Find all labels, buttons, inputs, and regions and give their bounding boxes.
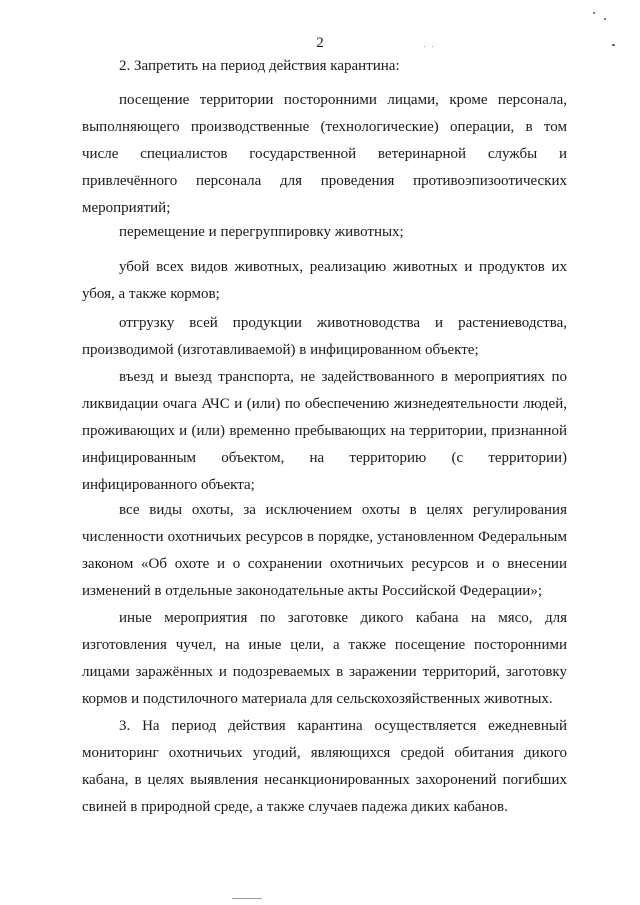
text-line: все виды охоты, за исключением охоты в целях регулирования [119, 502, 567, 518]
text-line: привлечённого персонала для проведения противоэпизоотических [82, 173, 567, 189]
scan-speck [232, 898, 262, 899]
paragraph-slaughter [82, 254, 567, 308]
text-line: отгрузку всей продукции животноводства и растениеводства, [119, 315, 567, 331]
text-line: изменений в отдельные законодательные акты Российской Федерации»; [82, 583, 542, 599]
text-line: численности охотничьих ресурсов в порядке, установленном Федеральным [82, 529, 567, 545]
text-line: инфицированного объекта; [82, 477, 255, 493]
scan-speck [593, 12, 595, 14]
paragraph-item-2-heading [82, 58, 567, 75]
text-line: ликвидации очага АЧС и (или) по обеспечению жизнедеятельности людей, [82, 396, 567, 412]
text-line: инфицированным объектом, на территорию (с территории) [82, 450, 567, 466]
text-line: законом «Об охоте и о сохранении охотничьих ресурсов и о внесении [82, 556, 567, 572]
paragraph-hunting [82, 497, 567, 605]
text-line: убой всех видов животных, реализацию животных и продуктов их [119, 259, 567, 275]
paragraph-shipment [82, 310, 567, 364]
text-line: производимой (изготавливаемой) в инфицированном объекте; [82, 342, 479, 358]
text-line: перемещение и перегруппировку животных; [119, 224, 404, 240]
text-line: убоя, а также кормов; [82, 286, 220, 302]
paragraph-boar-harvest [82, 605, 567, 713]
scan-speck [612, 44, 615, 46]
text-line: 2. Запретить на период действия карантина: [119, 58, 400, 74]
text-line: лицами заражённых и подозреваемых в заражении территорий, заготовку [82, 664, 567, 680]
scan-speck [604, 18, 606, 20]
paragraph-transport [82, 364, 567, 499]
text-line: выполняющего производственные (технологические) операции, в том [82, 119, 567, 135]
text-line: свиней в природной среде, а также случаев падежа диких кабанов. [82, 799, 508, 815]
paragraph-movement [82, 224, 567, 241]
page-number: 2 [316, 35, 324, 51]
text-line: иные мероприятия по заготовке дикого кабана на мясо, для [119, 610, 567, 626]
scan-speck [424, 46, 425, 47]
text-line: кабана, в целях выявления несанкционированных захоронений погибших [82, 772, 567, 788]
text-line: посещение территории посторонними лицами, кроме персонала, [119, 92, 567, 108]
text-line: въезд и выезд транспорта, не задействованного в мероприятиях по [119, 369, 567, 385]
text-line: кормов и подстилочного материала для сельскохозяйственных животных. [82, 691, 553, 707]
text-line: числе специалистов государственной ветеринарной службы и [82, 146, 567, 162]
scan-speck [432, 46, 433, 47]
text-line: мероприятий; [82, 200, 171, 216]
paragraph-item-3-monitoring [82, 713, 567, 821]
text-line: мониторинг охотничьих угодий, являющихся средой обитания дикого [82, 745, 567, 761]
paragraph-visitors [82, 87, 567, 222]
text-line: 3. На период действия карантина осуществляется ежедневный [119, 718, 567, 734]
text-line: проживающих и (или) временно пребывающих на территории, признанной [82, 423, 567, 439]
text-line: изготовления чучел, на иные цели, а также посещение посторонними [82, 637, 567, 653]
